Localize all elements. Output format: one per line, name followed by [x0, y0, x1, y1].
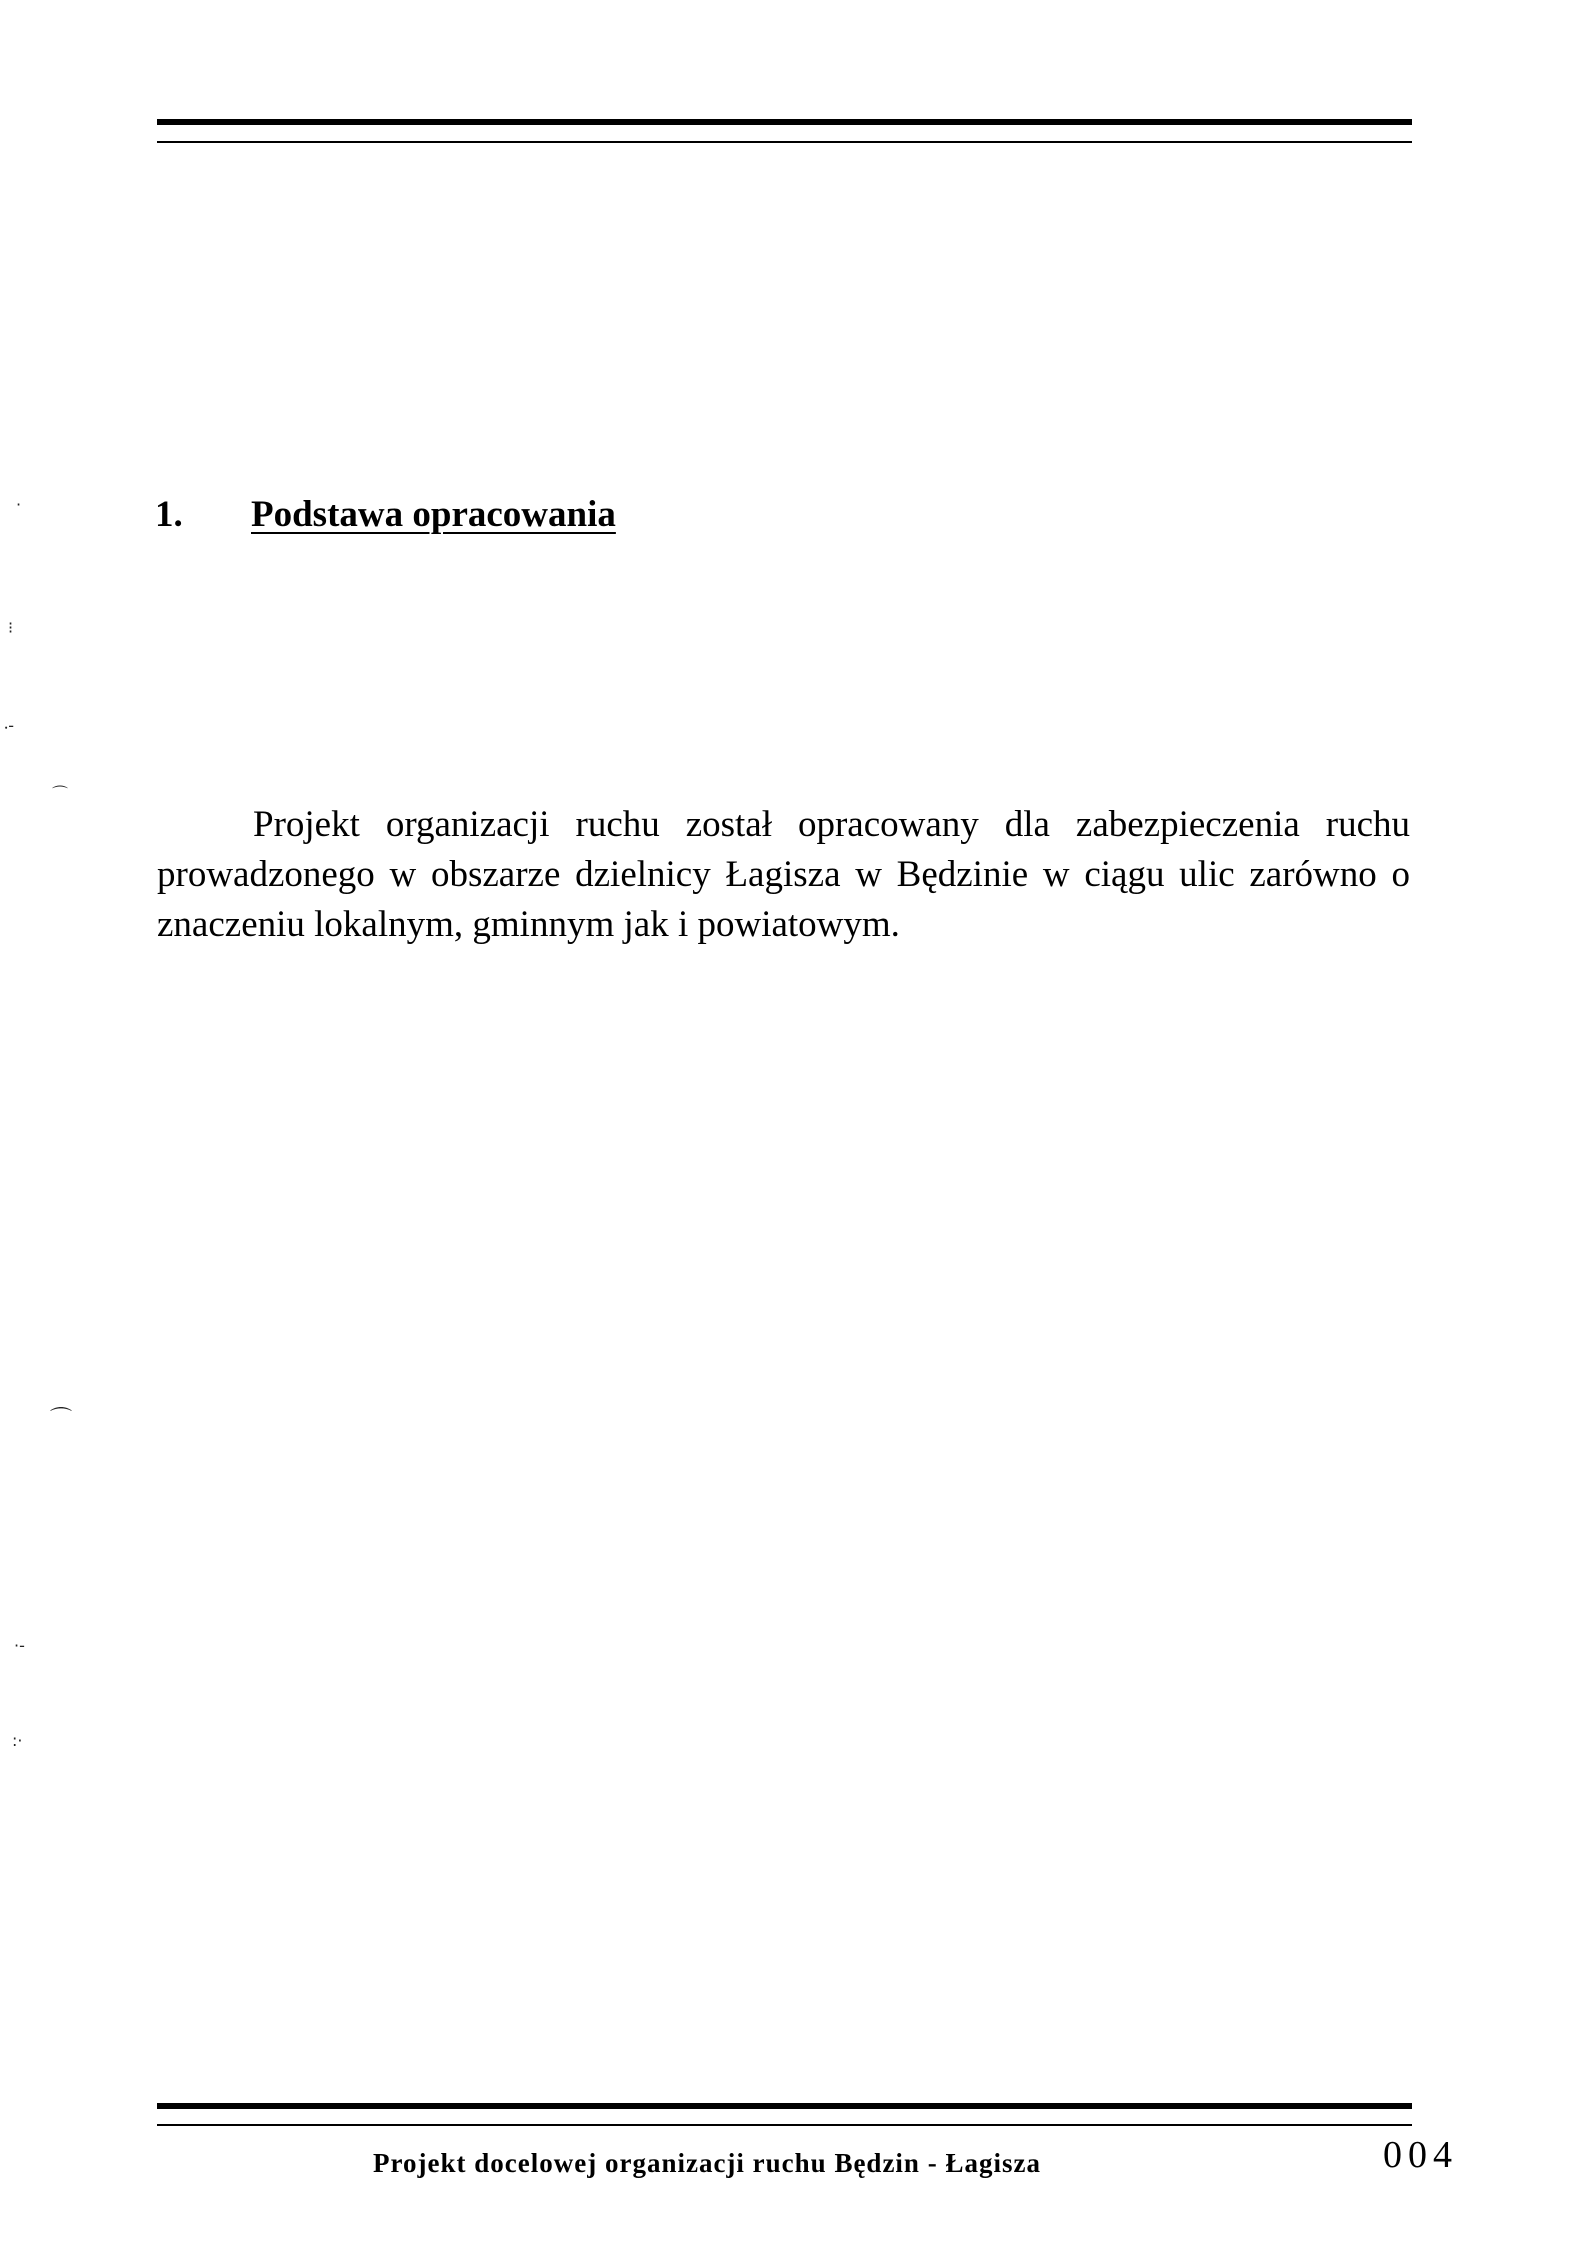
page-number: 004 — [1383, 2134, 1458, 2176]
scan-artifact-mark: :· — [12, 1731, 23, 1750]
section-number: 1. — [155, 494, 183, 535]
footer-rule-thick — [157, 2103, 1412, 2109]
scan-artifact-mark: ·- — [14, 1636, 25, 1655]
footer-title: Projekt docelowej organizacji ruchu Będzin - Łagisza — [373, 2148, 1041, 2178]
scan-artifact-mark: ⌒ — [52, 784, 69, 803]
header-rule-thin — [157, 141, 1412, 143]
scan-artifact-mark: ⁝ — [8, 618, 14, 637]
scan-artifact-mark: · — [16, 495, 22, 514]
scan-artifact-mark: ⸳- — [4, 716, 15, 735]
body-paragraph: Projekt organizacji ruchu został opracowany dla zabezpieczenia ruchu prowadzonego w obszarze dzielnicy Łagisza w Będzinie w ciągu ulic zarówno o znaczeniu lokalnym, gminnym jak i powiatowym. — [157, 804, 1410, 945]
section-heading — [155, 493, 616, 536]
footer-rule-thin — [157, 2124, 1412, 2126]
header-rule-thick — [157, 119, 1412, 125]
section-title: Podstawa opracowania — [251, 494, 616, 535]
scan-artifact-mark: ⌒ — [50, 1407, 73, 1432]
